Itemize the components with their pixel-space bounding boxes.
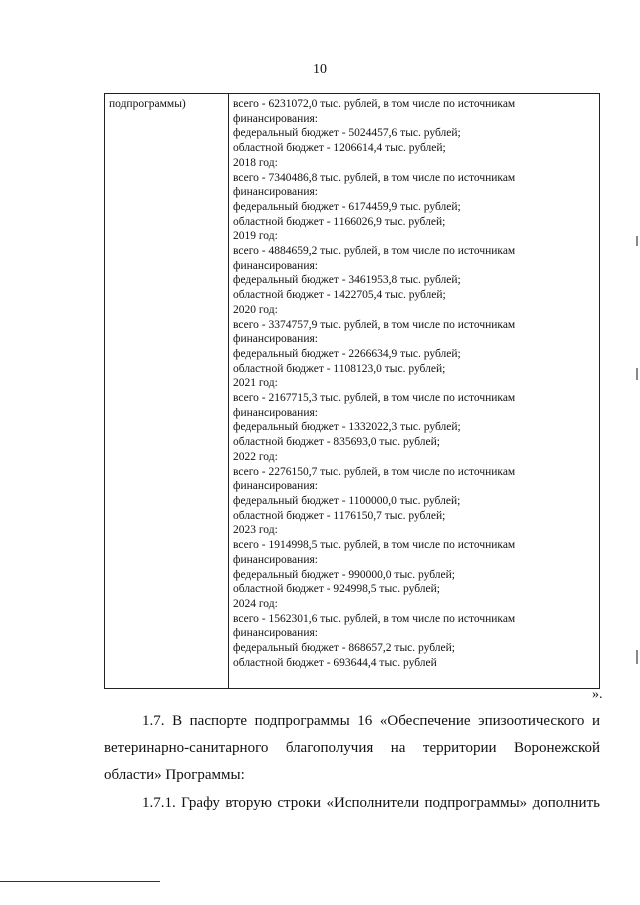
footnote-divider bbox=[0, 881, 160, 882]
paragraph-1-7-line-3: области» Программы: bbox=[104, 767, 245, 783]
scan-artifact bbox=[636, 236, 638, 246]
paragraph-1-7-line-1: 1.7. В паспорте подпрограммы 16 «Обеспечение эпизоотического и bbox=[142, 713, 600, 729]
table-line: финансирования: bbox=[233, 553, 318, 566]
table-line: всего - 1562301,6 тыс. рублей, в том числе по источникам bbox=[233, 612, 516, 625]
table-line: областной бюджет - 1206614,4 тыс. рублей; bbox=[233, 142, 446, 155]
table-line: федеральный бюджет - 6174459,9 тыс. рублей; bbox=[233, 200, 461, 213]
table-line: областной бюджет - 924998,5 тыс. рублей; bbox=[233, 583, 440, 596]
page-number: 10 bbox=[313, 62, 327, 77]
table-line: федеральный бюджет - 2266634,9 тыс. рублей; bbox=[233, 347, 461, 360]
table-line: федеральный бюджет - 1332022,3 тыс. рублей; bbox=[233, 421, 461, 434]
table-line: всего - 6231072,0 тыс. рублей, в том числе по источникам bbox=[233, 98, 516, 110]
table-line: финансирования: bbox=[233, 112, 318, 125]
table-line: всего - 3374757,9 тыс. рублей, в том числе по источникам bbox=[233, 318, 516, 331]
table-line: федеральный бюджет - 1100000,0 тыс. рублей; bbox=[233, 494, 461, 507]
table-line: федеральный бюджет - 3461953,8 тыс. рублей; bbox=[233, 274, 461, 287]
table-line: 2018 год: bbox=[233, 156, 278, 169]
table-line: областной бюджет - 1176150,7 тыс. рублей; bbox=[233, 509, 446, 522]
paragraph-1-7-line-2: ветеринарно-санитарного благополучия на территории Воронежской bbox=[104, 740, 600, 756]
table-right-cell bbox=[229, 94, 599, 688]
table-line: финансирования: bbox=[233, 333, 318, 346]
table-line: областной бюджет - 1422705,4 тыс. рублей; bbox=[233, 289, 446, 302]
scan-artifact bbox=[636, 650, 638, 664]
table-line: финансирования: bbox=[233, 480, 318, 493]
table-line: финансирования: bbox=[233, 406, 318, 419]
paragraph-1-7-1-line-1: 1.7.1. Графу вторую строки «Исполнители подпрограммы» дополнить bbox=[142, 795, 600, 811]
table-line: всего - 2276150,7 тыс. рублей, в том числе по источникам bbox=[233, 465, 516, 478]
table-line: всего - 1914998,5 тыс. рублей, в том числе по источникам bbox=[233, 539, 516, 552]
table-line: 2020 год: bbox=[233, 303, 278, 316]
table-line: областной бюджет - 835693,0 тыс. рублей; bbox=[233, 436, 440, 449]
table-line: 2021 год: bbox=[233, 377, 278, 390]
scan-artifact bbox=[636, 368, 638, 380]
table-line: федеральный бюджет - 990000,0 тыс. рублей; bbox=[233, 568, 455, 581]
table-line: всего - 7340486,8 тыс. рублей, в том числе по источникам bbox=[233, 171, 516, 184]
table-line: 2019 год: bbox=[233, 230, 278, 243]
table-left-cell: подпрограммы) bbox=[105, 94, 229, 688]
table-line: всего - 4884659,2 тыс. рублей, в том числе по источникам bbox=[233, 245, 516, 258]
table-line: областной бюджет - 1108123,0 тыс. рублей; bbox=[233, 362, 446, 375]
table-line: федеральный бюджет - 868657,2 тыс. рублей; bbox=[233, 642, 455, 655]
financing-table bbox=[104, 93, 600, 689]
table-line: 2024 год: bbox=[233, 597, 278, 610]
table-line: федеральный бюджет - 5024457,6 тыс. рублей; bbox=[233, 127, 461, 140]
table-line: всего - 2167715,3 тыс. рублей, в том числе по источникам bbox=[233, 392, 516, 405]
table-line: финансирования: bbox=[233, 627, 318, 640]
table-line: 2023 год: bbox=[233, 524, 278, 537]
table-line: финансирования: bbox=[233, 259, 318, 272]
table-line: 2022 год: bbox=[233, 450, 278, 463]
table-line: областной бюджет - 1166026,9 тыс. рублей; bbox=[233, 215, 446, 228]
closing-quote: ». bbox=[592, 687, 603, 702]
table-line: областной бюджет - 693644,4 тыс. рублей bbox=[233, 656, 437, 669]
table-line: финансирования: bbox=[233, 186, 318, 199]
